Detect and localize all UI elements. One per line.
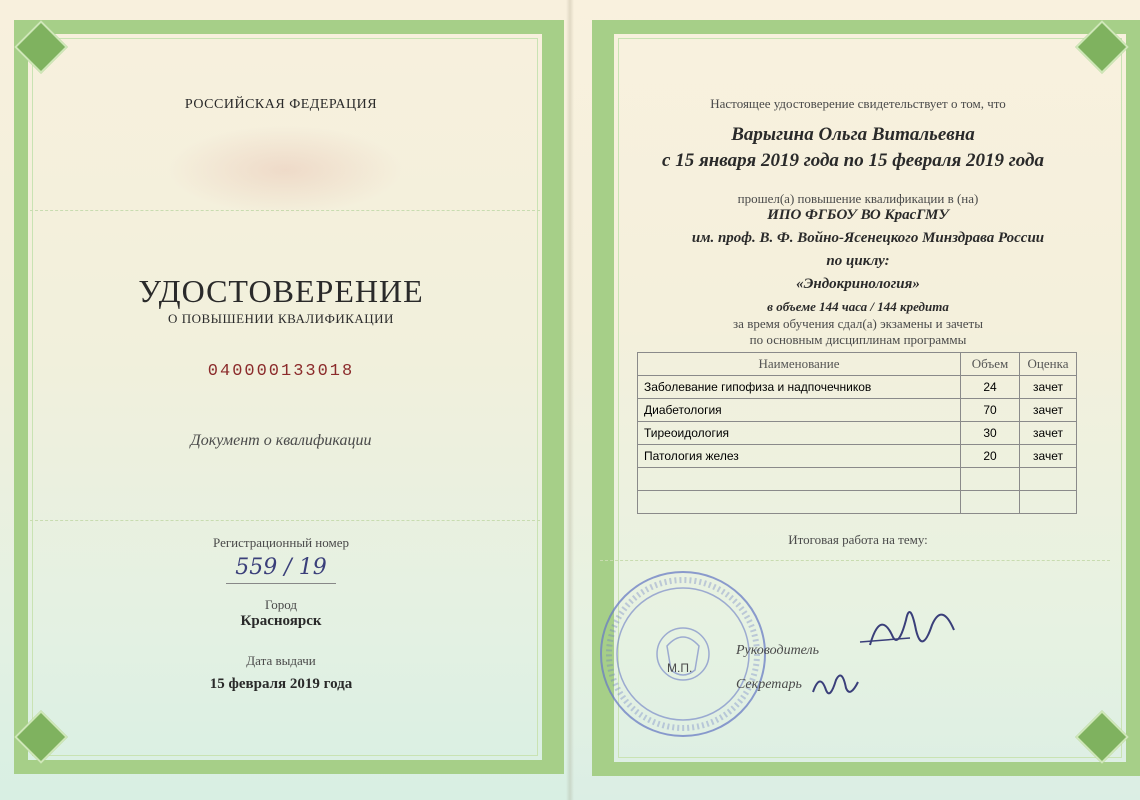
flag-watermark (165, 125, 405, 215)
grade-cell: зачет (1020, 445, 1077, 468)
registration-number: 559 / 19 (235, 555, 327, 580)
column-header-volume: Объем (961, 353, 1020, 376)
document-type: Документ о квалификации (190, 432, 372, 449)
head-label: Руководитель (736, 643, 820, 658)
country-label: РОССИЙСКАЯ ФЕДЕРАЦИЯ (184, 97, 378, 112)
page-fold (566, 0, 574, 800)
holder-name: Варыгина Ольга Витальевна (731, 124, 975, 145)
institution-line-1: ИПО ФГБОУ ВО КрасГМУ (767, 207, 949, 223)
issue-date-label: Дата выдачи (246, 653, 316, 668)
grade-cell (1020, 468, 1077, 491)
grade-cell: зачет (1020, 422, 1077, 445)
hours-cell: 20 (961, 445, 1020, 468)
registration-underline (226, 583, 336, 584)
institution-line-2: им. проф. В. Ф. Войно-Ясенецкого Минздрава России (691, 230, 1045, 246)
table-row (638, 491, 1077, 514)
grade-cell: зачет (1020, 399, 1077, 422)
table-row (638, 445, 1077, 468)
guilloche-line (600, 560, 1110, 562)
subject-cell: Тиреоидология (638, 422, 961, 445)
grades-table (637, 352, 1077, 514)
subject-cell (638, 468, 961, 491)
guilloche-line (30, 520, 540, 522)
subject-cell: Заболевание гипофиза и надпочечников (638, 376, 961, 399)
hours-cell: 70 (961, 399, 1020, 422)
completed-text: прошел(а) повышение квалификации в (на) (737, 191, 979, 206)
exams-text-1: за время обучения сдал(а) экзамены и зачеты (733, 316, 983, 331)
table-row (638, 376, 1077, 399)
course-volume: в объеме 144 часа / 144 кредита (767, 299, 949, 314)
final-work-label: Итоговая работа на тему: (788, 532, 928, 547)
secretary-signature (808, 662, 868, 707)
exams-text-2: по основным дисциплинам программы (749, 332, 967, 347)
hours-cell (961, 468, 1020, 491)
document-subtitle: О ПОВЫШЕНИИ КВАЛИФИКАЦИИ (168, 311, 394, 326)
table-row (638, 422, 1077, 445)
stamp-place-label: М.П. (667, 661, 693, 675)
city-value: Красноярск (240, 613, 322, 629)
grade-cell (1020, 491, 1077, 514)
hours-cell (961, 491, 1020, 514)
serial-number: 040000133018 (207, 362, 355, 381)
column-header-grade: Оценка (1020, 353, 1077, 376)
registration-label: Регистрационный номер (213, 535, 349, 550)
document-title: УДОСТОВЕРЕНИЕ (138, 273, 424, 309)
intro-text: Настоящее удостоверение свидетельствует о том, что (710, 96, 1006, 111)
issue-date-value: 15 февраля 2019 года (209, 676, 353, 692)
subject-cell: Патология желез (638, 445, 961, 468)
table-row (638, 468, 1077, 491)
table-header-row (638, 353, 1077, 376)
table-row (638, 399, 1077, 422)
secretary-label: Секретарь (736, 677, 802, 692)
hours-cell: 30 (961, 422, 1020, 445)
subject-cell: Диабетология (638, 399, 961, 422)
column-header-name: Наименование (638, 353, 961, 376)
head-signature (850, 590, 970, 670)
cycle-label: по циклу: (826, 253, 890, 269)
cycle-name: «Эндокринология» (796, 276, 920, 292)
city-label: Город (264, 597, 298, 612)
grade-cell: зачет (1020, 376, 1077, 399)
hours-cell: 24 (961, 376, 1020, 399)
subject-cell (638, 491, 961, 514)
study-period: с 15 января 2019 года по 15 февраля 2019 года (662, 150, 1044, 171)
